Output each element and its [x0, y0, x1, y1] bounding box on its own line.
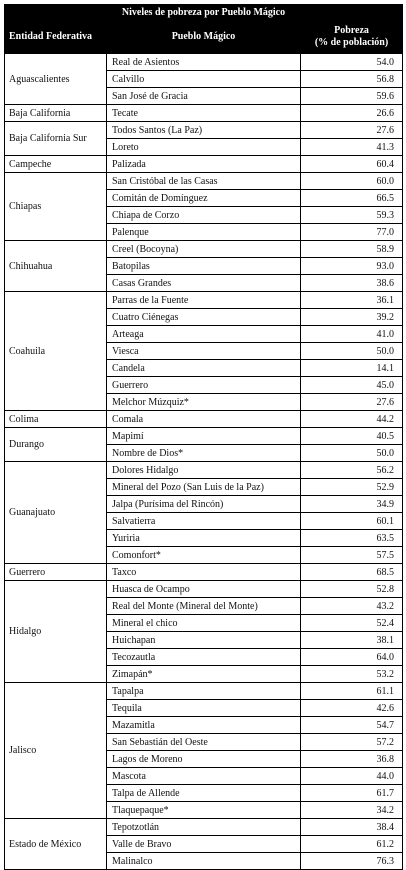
state-cell: Hidalgo: [5, 581, 107, 683]
state-cell: Guerrero: [5, 564, 107, 581]
town-cell: Mineral del Pozo (San Luis de la Paz): [107, 479, 301, 496]
poverty-value-cell: 93.0: [301, 258, 403, 275]
poverty-value-cell: 52.8: [301, 581, 403, 598]
poverty-value-cell: 27.6: [301, 122, 403, 139]
table-row: [5, 462, 403, 479]
poverty-value-cell: 26.6: [301, 105, 403, 122]
town-cell: Candela: [107, 360, 301, 377]
poverty-value-cell: 38.4: [301, 819, 403, 836]
town-cell: Nombre de Dios*: [107, 445, 301, 462]
town-cell: Tlaquepaque*: [107, 802, 301, 819]
town-cell: Mascota: [107, 768, 301, 785]
town-cell: Arteaga: [107, 326, 301, 343]
town-cell: Chiapa de Corzo: [107, 207, 301, 224]
table-row: [5, 173, 403, 190]
town-cell: Comonfort*: [107, 547, 301, 564]
poverty-value-cell: 57.2: [301, 734, 403, 751]
poverty-value-cell: 60.0: [301, 173, 403, 190]
town-cell: Salvatierra: [107, 513, 301, 530]
header-state: Entidad Federativa: [5, 21, 107, 54]
table-title-row: [5, 5, 403, 21]
town-cell: Tequila: [107, 700, 301, 717]
poverty-value-cell: 27.6: [301, 394, 403, 411]
table-title: Niveles de pobreza por Pueblo Mágico: [5, 5, 403, 21]
poverty-value-cell: 42.6: [301, 700, 403, 717]
state-cell: Campeche: [5, 156, 107, 173]
poverty-value-cell: 60.1: [301, 513, 403, 530]
poverty-value-cell: 38.1: [301, 632, 403, 649]
state-cell: Aguascalientes: [5, 54, 107, 105]
table-row: [5, 292, 403, 309]
poverty-value-cell: 64.0: [301, 649, 403, 666]
header-town: Pueblo Mágico: [107, 21, 301, 54]
poverty-table-container: [4, 4, 402, 870]
poverty-value-cell: 34.2: [301, 802, 403, 819]
poverty-value-cell: 41.0: [301, 326, 403, 343]
header-poverty-line1: Pobreza: [334, 25, 369, 36]
state-cell: Coahuila: [5, 292, 107, 411]
town-cell: Mineral el chico: [107, 615, 301, 632]
town-cell: San José de Gracia: [107, 88, 301, 105]
town-cell: Huasca de Ocampo: [107, 581, 301, 598]
town-cell: Dolores Hidalgo: [107, 462, 301, 479]
poverty-value-cell: 43.2: [301, 598, 403, 615]
poverty-table: [4, 4, 403, 870]
poverty-value-cell: 14.1: [301, 360, 403, 377]
town-cell: Guerrero: [107, 377, 301, 394]
town-cell: Tecate: [107, 105, 301, 122]
poverty-value-cell: 54.7: [301, 717, 403, 734]
table-row: [5, 241, 403, 258]
town-cell: Casas Grandes: [107, 275, 301, 292]
state-cell: Durango: [5, 428, 107, 462]
state-cell: Colima: [5, 411, 107, 428]
town-cell: San Sebastián del Oeste: [107, 734, 301, 751]
town-cell: Loreto: [107, 139, 301, 156]
town-cell: Palizada: [107, 156, 301, 173]
poverty-value-cell: 57.5: [301, 547, 403, 564]
town-cell: Palenque: [107, 224, 301, 241]
town-cell: Jalpa (Purísima del Rincón): [107, 496, 301, 513]
table-row: [5, 105, 403, 122]
poverty-value-cell: 58.9: [301, 241, 403, 258]
poverty-value-cell: 63.5: [301, 530, 403, 547]
table-row: [5, 54, 403, 71]
table-row: [5, 581, 403, 598]
poverty-value-cell: 45.0: [301, 377, 403, 394]
town-cell: Talpa de Allende: [107, 785, 301, 802]
poverty-value-cell: 77.0: [301, 224, 403, 241]
poverty-value-cell: 50.0: [301, 343, 403, 360]
town-cell: Mazamitla: [107, 717, 301, 734]
poverty-value-cell: 76.3: [301, 853, 403, 870]
poverty-value-cell: 50.0: [301, 445, 403, 462]
table-row: [5, 819, 403, 836]
table-row: [5, 411, 403, 428]
town-cell: Zimapán*: [107, 666, 301, 683]
table-row: [5, 428, 403, 445]
town-cell: Creel (Bocoyna): [107, 241, 301, 258]
town-cell: Viesca: [107, 343, 301, 360]
poverty-value-cell: 41.3: [301, 139, 403, 156]
town-cell: Calvillo: [107, 71, 301, 88]
town-cell: Mapimí: [107, 428, 301, 445]
table-row: [5, 564, 403, 581]
state-cell: Baja California: [5, 105, 107, 122]
poverty-value-cell: 61.1: [301, 683, 403, 700]
town-cell: Tecozautla: [107, 649, 301, 666]
poverty-value-cell: 34.9: [301, 496, 403, 513]
town-cell: Lagos de Moreno: [107, 751, 301, 768]
poverty-value-cell: 39.2: [301, 309, 403, 326]
poverty-value-cell: 60.4: [301, 156, 403, 173]
poverty-value-cell: 56.2: [301, 462, 403, 479]
poverty-value-cell: 56.8: [301, 71, 403, 88]
poverty-value-cell: 66.5: [301, 190, 403, 207]
town-cell: Malinalco: [107, 853, 301, 870]
town-cell: Todos Santos (La Paz): [107, 122, 301, 139]
poverty-value-cell: 59.6: [301, 88, 403, 105]
state-cell: Jalisco: [5, 683, 107, 819]
town-cell: Batopilas: [107, 258, 301, 275]
poverty-value-cell: 52.4: [301, 615, 403, 632]
town-cell: San Cristóbal de las Casas: [107, 173, 301, 190]
poverty-value-cell: 52.9: [301, 479, 403, 496]
town-cell: Tepotzotlán: [107, 819, 301, 836]
poverty-value-cell: 68.5: [301, 564, 403, 581]
state-cell: Chiapas: [5, 173, 107, 241]
header-poverty-line2: (% de población): [314, 37, 389, 48]
town-cell: Cuatro Ciénegas: [107, 309, 301, 326]
town-cell: Valle de Bravo: [107, 836, 301, 853]
poverty-value-cell: 36.8: [301, 751, 403, 768]
table-header-row: [5, 21, 403, 54]
table-row: [5, 683, 403, 700]
poverty-value-cell: 61.2: [301, 836, 403, 853]
town-cell: Tapalpa: [107, 683, 301, 700]
state-cell: Guanajuato: [5, 462, 107, 564]
poverty-value-cell: 54.0: [301, 54, 403, 71]
town-cell: Taxco: [107, 564, 301, 581]
poverty-value-cell: 44.0: [301, 768, 403, 785]
town-cell: Real del Monte (Mineral del Monte): [107, 598, 301, 615]
state-cell: Baja California Sur: [5, 122, 107, 156]
state-cell: Estado de México: [5, 819, 107, 870]
town-cell: Parras de la Fuente: [107, 292, 301, 309]
town-cell: Comala: [107, 411, 301, 428]
poverty-value-cell: 53.2: [301, 666, 403, 683]
town-cell: Real de Asientos: [107, 54, 301, 71]
poverty-value-cell: 61.7: [301, 785, 403, 802]
table-row: [5, 156, 403, 173]
poverty-value-cell: 44.2: [301, 411, 403, 428]
table-row: [5, 122, 403, 139]
poverty-value-cell: 36.1: [301, 292, 403, 309]
town-cell: Huichapan: [107, 632, 301, 649]
poverty-value-cell: 40.5: [301, 428, 403, 445]
town-cell: Yuriria: [107, 530, 301, 547]
poverty-value-cell: 59.3: [301, 207, 403, 224]
town-cell: Melchor Múzquiz*: [107, 394, 301, 411]
poverty-value-cell: 38.6: [301, 275, 403, 292]
header-poverty: [301, 21, 403, 54]
state-cell: Chihuahua: [5, 241, 107, 292]
town-cell: Comitán de Domínguez: [107, 190, 301, 207]
table-body: [5, 54, 403, 870]
